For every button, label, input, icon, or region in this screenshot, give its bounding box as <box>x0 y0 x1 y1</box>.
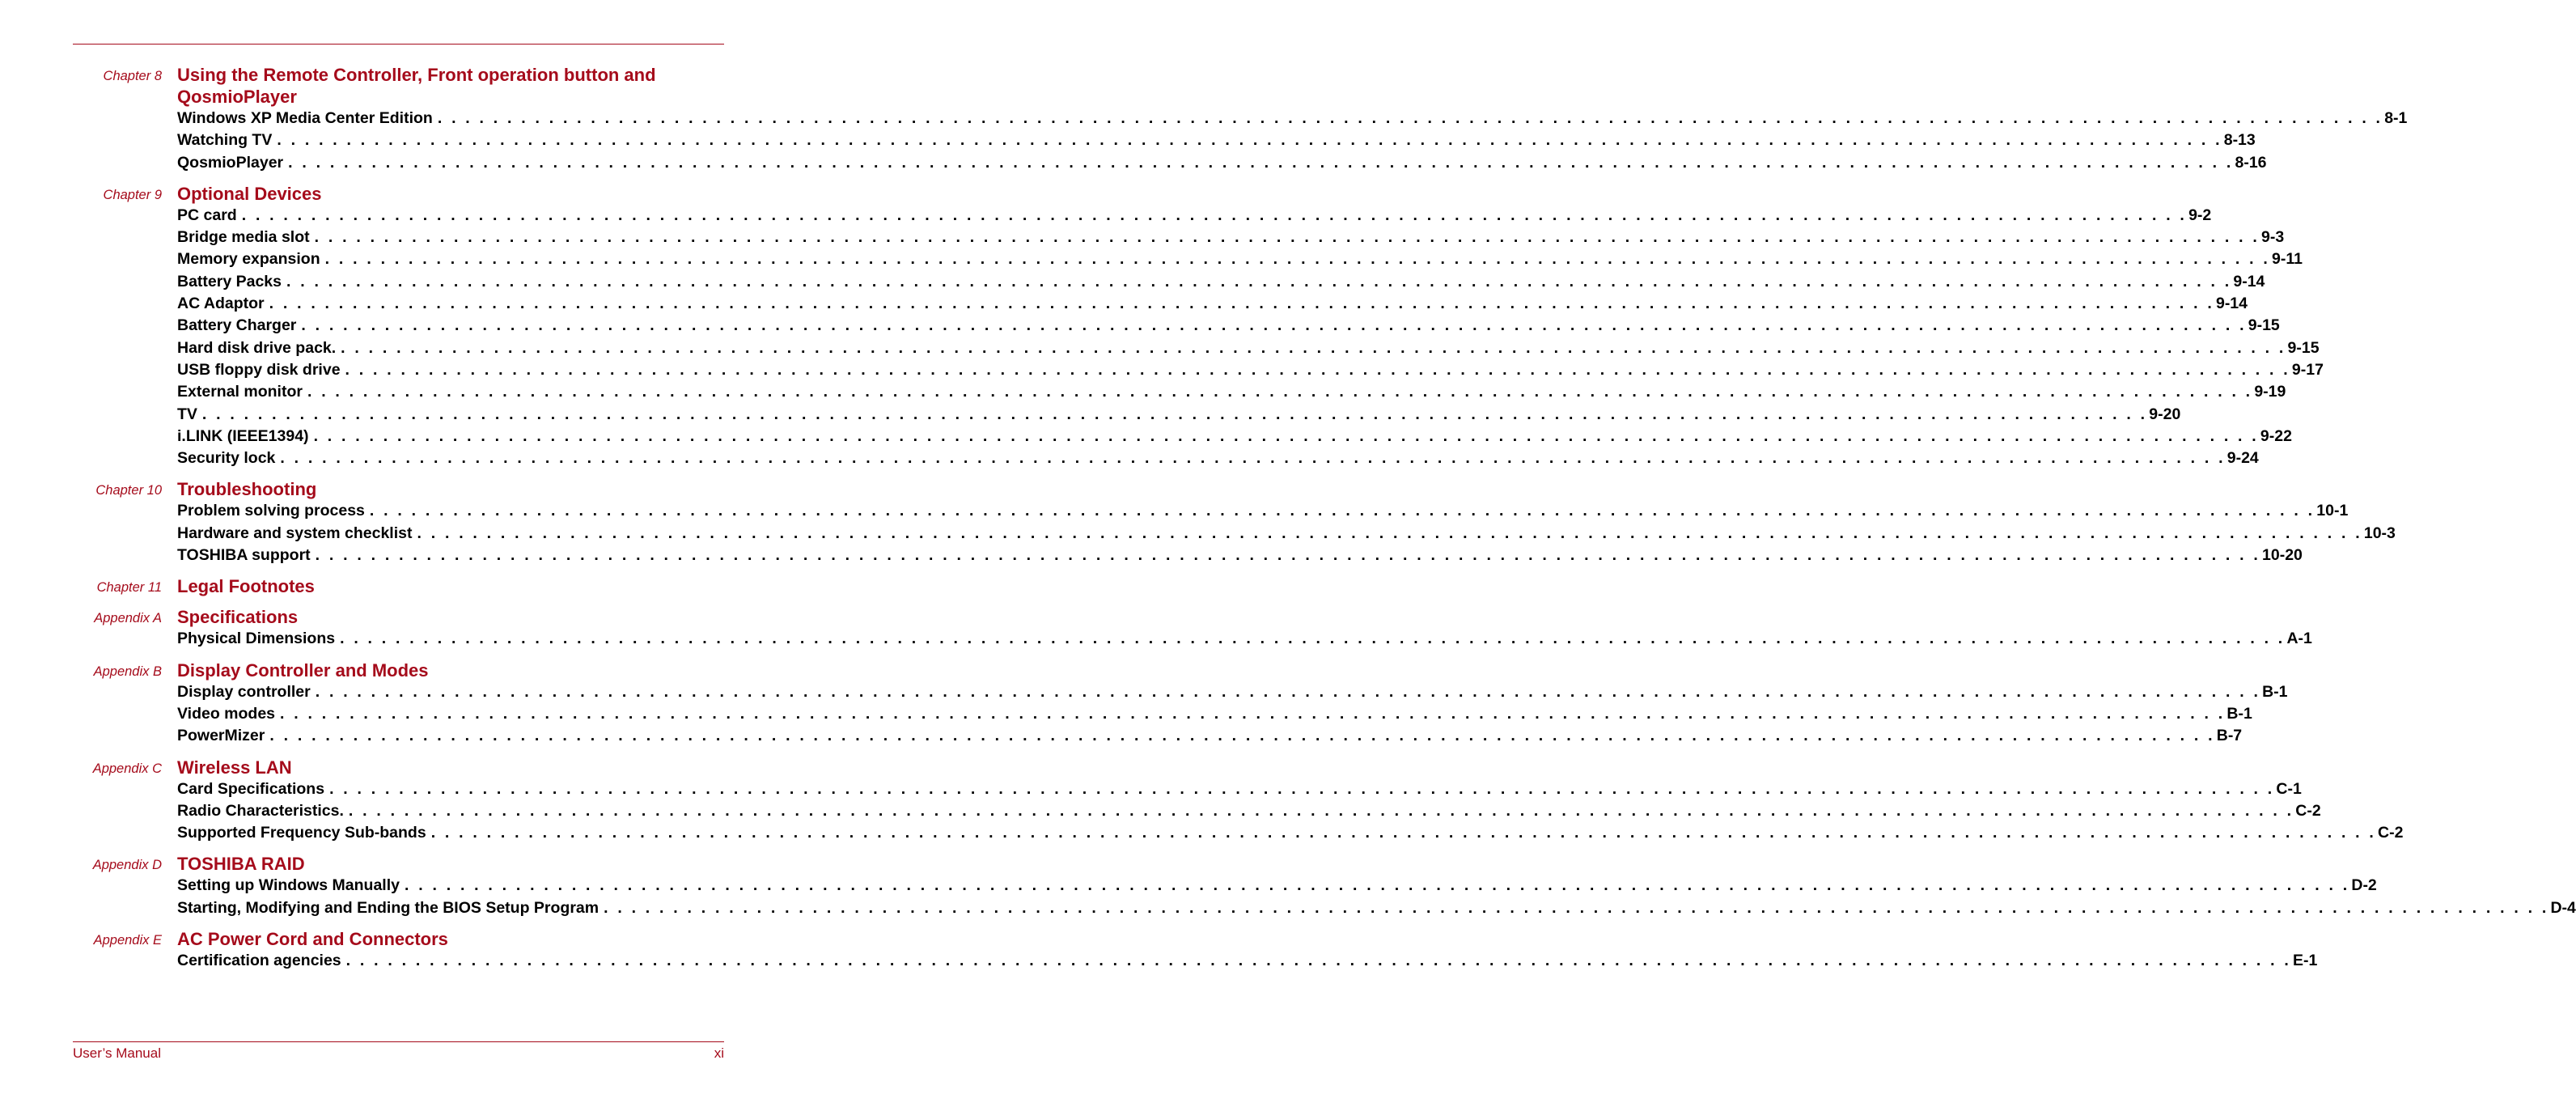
toc-entry[interactable] <box>177 545 2303 566</box>
toc-entry[interactable] <box>177 897 2576 919</box>
dot-leader: . . . . . . . . . . . . . . . . . . . . . . . . . . . . . . . . . . . . . . . . . . . . . . . . . . . . . . . . . . . . . . . . . . . . . . . . . . . . . . . . . . . . . . . . . . . . . . . . . . . . . . . . . . . . . . . . . . . . . . . . . . . . . . . . . . . . . . . . . . . . <box>314 228 2260 247</box>
toc-entry[interactable] <box>177 523 2396 545</box>
entry-page-number: 9-14 <box>2233 272 2265 290</box>
toc-entry[interactable] <box>177 359 2324 381</box>
toc-entry[interactable] <box>177 205 2212 227</box>
section-title[interactable]: Optional Devices <box>177 183 322 204</box>
footer-page-number: xi <box>714 1045 724 1061</box>
section-title[interactable]: AC Power Cord and Connectors <box>177 929 448 950</box>
toc-entry[interactable] <box>177 248 2303 270</box>
entry-title: Memory expansion <box>177 250 320 269</box>
toc-entry[interactable] <box>177 129 2256 151</box>
entry-page-number: 9-20 <box>2149 405 2181 423</box>
dot-leader: . . . . . . . . . . . . . . . . . . . . . . . . . . . . . . . . . . . . . . . . . . . . . . . . . . . . . . . . . . . . . . . . . . . . . . . . . . . . . . . . . . . . . . . . . . . . . . . . . . . . . . . . . . . . . . . . . . . . . . . . . . . . . . . . . . . . . . . . . . . . <box>313 426 2259 445</box>
entry-page-number: B-7 <box>2216 727 2243 745</box>
entry-page-number: D-4 <box>2550 898 2576 917</box>
dot-leader: . . . . . . . . . . . . . . . . . . . . . . . . . . . . . . . . . . . . . . . . . . . . . . . . . . . . . . . . . . . . . . . . . . . . . . . . . . . . . . . . . . . . . . . . . . . . . . . . . . . . . . . . . . . . . . . . . . . . . . . . . . . . . . . . . . . . . . . . . . . . <box>417 524 2362 542</box>
entry-title: Battery Packs <box>177 272 282 290</box>
section-content <box>177 853 2576 919</box>
toc-entry[interactable] <box>177 315 2280 337</box>
entry-page-number: 9-19 <box>2254 383 2286 401</box>
section-label: Chapter 10 <box>95 483 162 498</box>
dot-leader: . . . . . . . . . . . . . . . . . . . . . . . . . . . . . . . . . . . . . . . . . . . . . . . . . . . . . . . . . . . . . . . . . . . . . . . . . . . . . . . . . . . . . . . . . . . . . . . . . . . . . . . . . . . . . . . . . . . . . . . . . . . . . . . . . . . . . . . . . . . . <box>269 727 2215 745</box>
toc-entry[interactable] <box>177 628 2312 650</box>
entry-title: Hard disk drive pack. <box>177 338 337 357</box>
dot-leader: . . . . . . . . . . . . . . . . . . . . . . . . . . . . . . . . . . . . . . . . . . . . . . . . . . . . . . . . . . . . . . . . . . . . . . . . . . . . . . . . . . . . . . . . . . . . . . . . . . . . . . . . . . . . . . . . . . . . . . . . . . . . . . . . . . . . . . . . . . . . <box>324 250 2270 269</box>
toc-entry[interactable] <box>177 293 2248 315</box>
entry-title: Setting up Windows Manually <box>177 876 400 895</box>
section-title[interactable]: Legal Footnotes <box>177 576 315 597</box>
entry-page-number: 9-22 <box>2260 426 2292 445</box>
entry-title: Card Specifications <box>177 779 325 798</box>
section-label: Appendix A <box>94 611 162 626</box>
toc-entry[interactable] <box>177 108 2408 129</box>
entry-title: Security lock <box>177 449 276 468</box>
toc-entry[interactable] <box>177 875 2377 897</box>
entry-title: Video modes <box>177 704 276 723</box>
entry-title: QosmioPlayer <box>177 153 284 172</box>
entry-title: Radio Characteristics. <box>177 801 344 820</box>
dot-leader: . . . . . . . . . . . . . . . . . . . . . . . . . . . . . . . . . . . . . . . . . . . . . . . . . . . . . . . . . . . . . . . . . . . . . . . . . . . . . . . . . . . . . . . . . . . . . . . . . . . . . . . . . . . . . . . . . . . . . . . . . . . . . . . . . . . . . . . . . . . . <box>405 876 2350 895</box>
dot-leader: . . . . . . . . . . . . . . . . . . . . . . . . . . . . . . . . . . . . . . . . . . . . . . . . . . . . . . . . . . . . . . . . . . . . . . . . . . . . . . . . . . . . . . . . . . . . . . . . . . . . . . . . . . . . . . . . . . . . . . . . . . . . . . . . . . . . . . . . . . . . <box>345 360 2290 379</box>
dot-leader: . . . . . . . . . . . . . . . . . . . . . . . . . . . . . . . . . . . . . . . . . . . . . . . . . . . . . . . . . . . . . . . . . . . . . . . . . . . . . . . . . . . . . . . . . . . . . . . . . . . . . . . . . . . . . . . . . . . . . . . . . . . . . . . . . . . . . . . . . . . . <box>280 449 2226 468</box>
entry-page-number: 9-15 <box>2248 316 2280 335</box>
entry-title: USB floppy disk drive <box>177 360 341 379</box>
section-title[interactable]: TOSHIBA RAID <box>177 854 305 875</box>
entry-title: TV <box>177 405 197 423</box>
toc-entry[interactable] <box>177 337 2320 359</box>
section-content <box>177 659 2288 748</box>
entry-title: i.LINK (IEEE1394) <box>177 426 309 445</box>
dot-leader: . . . . . . . . . . . . . . . . . . . . . . . . . . . . . . . . . . . . . . . . . . . . . . . . . . . . . . . . . . . . . . . . . . . . . . . . . . . . . . . . . . . . . . . . . . . . . . . . . . . . . . . . . . . . . . . . . . . . . . . . . . . . . . . . . . . . . . . . . . . . <box>345 952 2292 970</box>
toc-entry[interactable] <box>177 681 2288 703</box>
toc-section <box>0 478 2396 566</box>
entry-page-number: D-2 <box>2351 876 2377 895</box>
toc-entry[interactable] <box>177 778 2302 800</box>
section-content <box>177 575 724 597</box>
entry-title: Starting, Modifying and Ending the BIOS Setup Program <box>177 898 600 917</box>
dot-leader: . . . . . . . . . . . . . . . . . . . . . . . . . . . . . . . . . . . . . . . . . . . . . . . . . . . . . . . . . . . . . . . . . . . . . . . . . . . . . . . . . . . . . . . . . . . . . . . . . . . . . . . . . . . . . . . . . . . . . . . . . . . . . . . . . . . . . . . . . . . . <box>329 779 2275 798</box>
dot-leader: . . . . . . . . . . . . . . . . . . . . . . . . . . . . . . . . . . . . . . . . . . . . . . . . . . . . . . . . . . . . . . . . . . . . . . . . . . . . . . . . . . . . . . . . . . . . . . . . . . . . . . . . . . . . . . . . . . . . . . . . . . . . . . . . . . . . . . . . . . . . <box>201 405 2148 423</box>
toc-section <box>0 575 772 597</box>
dot-leader: . . . . . . . . . . . . . . . . . . . . . . . . . . . . . . . . . . . . . . . . . . . . . . . . . . . . . . . . . . . . . . . . . . . . . . . . . . . . . . . . . . . . . . . . . . . . . . . . . . . . . . . . . . . . . . . . . . . . . . . . . . . . . . . . . . . . . . . . . . . . <box>280 704 2226 723</box>
toc-entry[interactable] <box>177 447 2259 469</box>
section-title[interactable]: Using the Remote Controller, Front operation button and QosmioPlayer <box>177 65 656 107</box>
entry-page-number: C-2 <box>2295 801 2321 820</box>
entry-page-number: A-1 <box>2286 630 2312 648</box>
section-content <box>177 606 2312 650</box>
entry-title: Problem solving process <box>177 502 365 520</box>
section-label: Appendix B <box>93 664 162 679</box>
footer-rule <box>73 1041 724 1042</box>
entry-page-number: B-1 <box>2226 704 2252 723</box>
toc-entry[interactable] <box>177 822 2404 844</box>
toc-entry[interactable] <box>177 271 2265 293</box>
dot-leader: . . . . . . . . . . . . . . . . . . . . . . . . . . . . . . . . . . . . . . . . . . . . . . . . . . . . . . . . . . . . . . . . . . . . . . . . . . . . . . . . . . . . . . . . . . . . . . . . . . . . . . . . . . . . . . . . . . . . . . . . . . . . . . . . . . . . . . . . . . . . <box>315 546 2261 565</box>
toc-entry[interactable] <box>177 950 2318 972</box>
entry-page-number: 9-11 <box>2272 250 2303 269</box>
section-content <box>177 928 2318 972</box>
entry-title: Hardware and system checklist <box>177 524 413 542</box>
section-title[interactable]: Display Controller and Modes <box>177 659 429 681</box>
toc-section <box>0 183 2324 470</box>
section-content <box>177 64 2408 174</box>
dot-leader: . . . . . . . . . . . . . . . . . . . . . . . . . . . . . . . . . . . . . . . . . . . . . . . . . . . . . . . . . . . . . . . . . . . . . . . . . . . . . . . . . . . . . . . . . . . . . . . . . . . . . . . . . . . . . . . . . . . . . . . . . . . . . . . . . . . . . . . . . . . . <box>430 824 2377 842</box>
section-label: Appendix E <box>93 933 162 948</box>
toc-entry[interactable] <box>177 703 2252 725</box>
entry-title: Bridge media slot <box>177 228 310 247</box>
entry-title: Battery Charger <box>177 316 297 335</box>
toc-section <box>0 606 2312 650</box>
toc-section <box>0 757 2404 845</box>
dot-leader: . . . . . . . . . . . . . . . . . . . . . . . . . . . . . . . . . . . . . . . . . . . . . . . . . . . . . . . . . . . . . . . . . . . . . . . . . . . . . . . . . . . . . . . . . . . . . . . . . . . . . . . . . . . . . . . . . . . . . . . . . . . . . . . . . . . . . . . . . . . . <box>340 630 2286 648</box>
entry-title: External monitor <box>177 383 303 401</box>
entry-page-number: 8-16 <box>2235 153 2267 172</box>
dot-leader: . . . . . . . . . . . . . . . . . . . . . . . . . . . . . . . . . . . . . . . . . . . . . . . . . . . . . . . . . . . . . . . . . . . . . . . . . . . . . . . . . . . . . . . . . . . . . . . . . . . . . . . . . . . . . . . . . . . . . . . . . . . . . . . . . . . . . . . . . . . . <box>341 338 2286 357</box>
toc-entry[interactable] <box>177 426 2292 447</box>
entry-page-number: 10-3 <box>2363 524 2396 542</box>
section-content <box>177 183 2324 470</box>
section-title[interactable]: Specifications <box>177 607 299 628</box>
section-title[interactable]: Wireless LAN <box>177 757 292 778</box>
dot-leader: . . . . . . . . . . . . . . . . . . . . . . . . . . . . . . . . . . . . . . . . . . . . . . . . . . . . . . . . . . . . . . . . . . . . . . . . . . . . . . . . . . . . . . . . . . . . . . . . . . . . . . . . . . . . . . . . . . . . . . . . . . . . . . . . . . . . . . . . . . . . <box>301 316 2247 335</box>
entry-title: Watching TV <box>177 131 273 150</box>
section-label: Chapter 9 <box>103 187 162 202</box>
entry-title: Physical Dimensions <box>177 630 336 648</box>
dot-leader: . . . . . . . . . . . . . . . . . . . . . . . . . . . . . . . . . . . . . . . . . . . . . . . . . . . . . . . . . . . . . . . . . . . . . . . . . . . . . . . . . . . . . . . . . . . . . . . . . . . . . . . . . . . . . . . . . . . . . . . . . . . . . . . . . . . . . . . . . . . . <box>277 131 2222 150</box>
entry-page-number: 9-15 <box>2287 338 2320 357</box>
entry-page-number: B-1 <box>2262 682 2288 701</box>
toc-section <box>0 853 2576 919</box>
section-label: Chapter 11 <box>96 580 162 596</box>
toc-entry[interactable] <box>177 152 2267 174</box>
entry-page-number: 9-14 <box>2215 295 2248 313</box>
section-title[interactable]: Troubleshooting <box>177 479 317 500</box>
entry-page-number: 9-17 <box>2291 360 2324 379</box>
dot-leader: . . . . . . . . . . . . . . . . . . . . . . . . . . . . . . . . . . . . . . . . . . . . . . . . . . . . . . . . . . . . . . . . . . . . . . . . . . . . . . . . . . . . . . . . . . . . . . . . . . . . . . . . . . . . . . . . . . . . . . . . . . . . . . . . . . . . . . . . . . . . <box>288 153 2234 172</box>
dot-leader: . . . . . . . . . . . . . . . . . . . . . . . . . . . . . . . . . . . . . . . . . . . . . . . . . . . . . . . . . . . . . . . . . . . . . . . . . . . . . . . . . . . . . . . . . . . . . . . . . . . . . . . . . . . . . . . . . . . . . . . . . . . . . . . . . . . . . . . . . . . . <box>286 272 2232 290</box>
entry-page-number: 10-1 <box>2316 502 2349 520</box>
entry-title: Certification agencies <box>177 952 341 970</box>
entry-title: PowerMizer <box>177 727 265 745</box>
dot-leader: . . . . . . . . . . . . . . . . . . . . . . . . . . . . . . . . . . . . . . . . . . . . . . . . . . . . . . . . . . . . . . . . . . . . . . . . . . . . . . . . . . . . . . . . . . . . . . . . . . . . . . . . . . . . . . . . . . . . . . . . . . . . . . . . . . . . . . . . . . . . <box>348 801 2294 820</box>
section-label: Appendix D <box>92 858 162 873</box>
entry-page-number: 9-24 <box>2226 449 2259 468</box>
toc-section <box>0 928 2318 972</box>
toc-entry[interactable] <box>177 800 2321 822</box>
toc-entry[interactable] <box>177 500 2349 522</box>
toc-section <box>0 64 2408 174</box>
entry-page-number: C-2 <box>2378 824 2404 842</box>
section-label: Appendix C <box>92 761 162 776</box>
entry-page-number: 8-13 <box>2223 131 2256 150</box>
entry-title: TOSHIBA support <box>177 546 311 565</box>
toc-entry[interactable] <box>177 227 2285 248</box>
entry-page-number: E-1 <box>2293 952 2318 970</box>
entry-title: PC card <box>177 206 237 224</box>
table-of-contents <box>0 64 2576 981</box>
toc-entry[interactable] <box>177 404 2181 426</box>
entry-page-number: 9-2 <box>2188 206 2212 224</box>
toc-entry[interactable] <box>177 725 2243 747</box>
section-content <box>177 757 2404 845</box>
entry-page-number: 10-20 <box>2262 546 2303 565</box>
entry-title: Windows XP Media Center Edition <box>177 109 433 127</box>
dot-leader: . . . . . . . . . . . . . . . . . . . . . . . . . . . . . . . . . . . . . . . . . . . . . . . . . . . . . . . . . . . . . . . . . . . . . . . . . . . . . . . . . . . . . . . . . . . . . . . . . . . . . . . . . . . . . . . . . . . . . . . . . . . . . . . . . . . . . . . . . . . . <box>269 295 2214 313</box>
entry-title: AC Adaptor <box>177 295 265 313</box>
section-label: Chapter 8 <box>103 69 162 83</box>
dot-leader: . . . . . . . . . . . . . . . . . . . . . . . . . . . . . . . . . . . . . . . . . . . . . . . . . . . . . . . . . . . . . . . . . . . . . . . . . . . . . . . . . . . . . . . . . . . . . . . . . . . . . . . . . . . . . . . . . . . . . . . . . . . . . . . . . . . . . . . . . . . . <box>604 898 2549 917</box>
dot-leader: . . . . . . . . . . . . . . . . . . . . . . . . . . . . . . . . . . . . . . . . . . . . . . . . . . . . . . . . . . . . . . . . . . . . . . . . . . . . . . . . . . . . . . . . . . . . . . . . . . . . . . . . . . . . . . . . . . . . . . . . . . . . . . . . . . . . . . . . . . . . <box>437 109 2383 127</box>
header-rule <box>73 44 724 45</box>
dot-leader: . . . . . . . . . . . . . . . . . . . . . . . . . . . . . . . . . . . . . . . . . . . . . . . . . . . . . . . . . . . . . . . . . . . . . . . . . . . . . . . . . . . . . . . . . . . . . . . . . . . . . . . . . . . . . . . . . . . . . . . . . . . . . . . . . . . . . . . . . . . . <box>241 206 2188 224</box>
toc-section <box>0 659 2288 748</box>
entry-page-number: 8-1 <box>2384 109 2408 127</box>
section-content <box>177 478 2396 566</box>
entry-page-number: 9-3 <box>2260 228 2285 247</box>
entry-page-number: C-1 <box>2276 779 2302 798</box>
dot-leader: . . . . . . . . . . . . . . . . . . . . . . . . . . . . . . . . . . . . . . . . . . . . . . . . . . . . . . . . . . . . . . . . . . . . . . . . . . . . . . . . . . . . . . . . . . . . . . . . . . . . . . . . . . . . . . . . . . . . . . . . . . . . . . . . . . . . . . . . . . . . <box>307 383 2253 401</box>
entry-title: Display controller <box>177 682 311 701</box>
entry-title: Supported Frequency Sub-bands <box>177 824 426 842</box>
toc-entry[interactable] <box>177 381 2286 403</box>
footer-manual-title: User’s Manual <box>73 1045 161 1061</box>
dot-leader: . . . . . . . . . . . . . . . . . . . . . . . . . . . . . . . . . . . . . . . . . . . . . . . . . . . . . . . . . . . . . . . . . . . . . . . . . . . . . . . . . . . . . . . . . . . . . . . . . . . . . . . . . . . . . . . . . . . . . . . . . . . . . . . . . . . . . . . . . . . . <box>315 682 2261 701</box>
dot-leader: . . . . . . . . . . . . . . . . . . . . . . . . . . . . . . . . . . . . . . . . . . . . . . . . . . . . . . . . . . . . . . . . . . . . . . . . . . . . . . . . . . . . . . . . . . . . . . . . . . . . . . . . . . . . . . . . . . . . . . . . . . . . . . . . . . . . . . . . . . . . <box>369 502 2315 520</box>
